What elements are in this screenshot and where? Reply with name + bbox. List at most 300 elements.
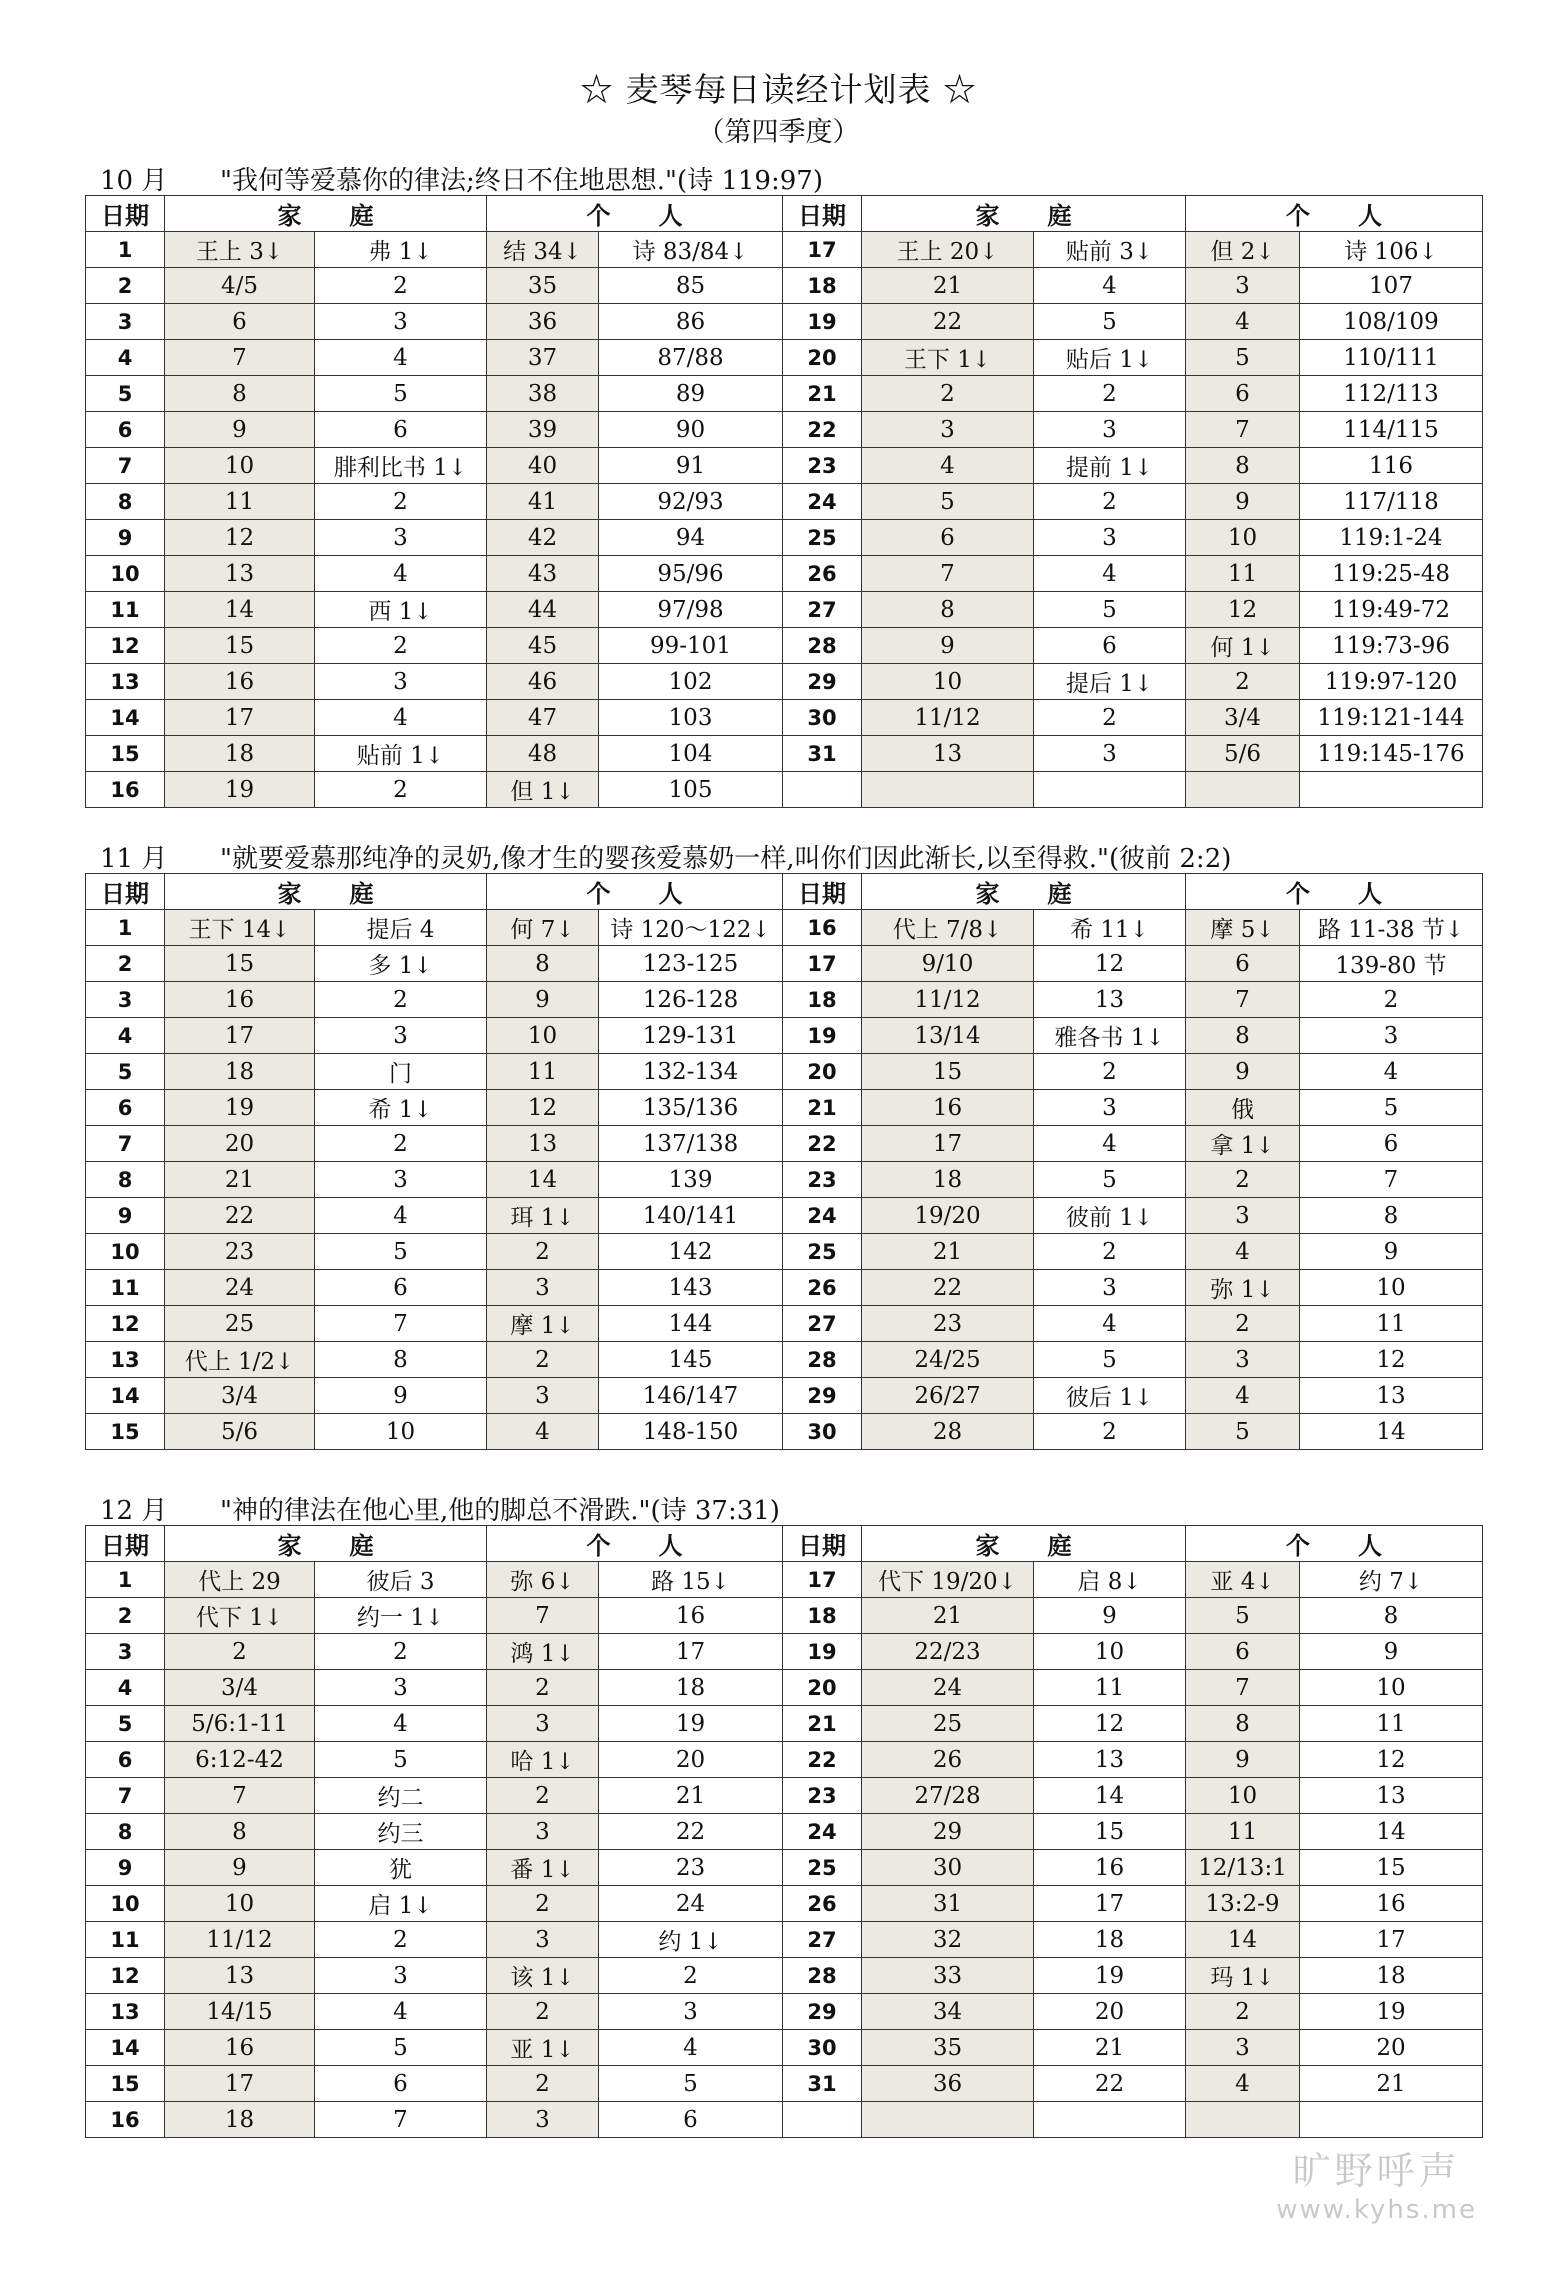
personal-reading-cell: 9 (1186, 1742, 1300, 1778)
day-cell: 12 (86, 628, 165, 664)
family-reading-cell: 15 (862, 1054, 1034, 1090)
family-reading-cell: 21 (1034, 2030, 1186, 2066)
personal-reading-cell: 8 (1186, 448, 1300, 484)
table-row (86, 1270, 1483, 1306)
family-reading-cell: 王下 1↓ (862, 340, 1034, 376)
table-row (86, 1234, 1483, 1270)
family-reading-cell: 20 (1034, 1994, 1186, 2030)
family-reading-cell: 10 (862, 664, 1034, 700)
family-reading-cell (862, 772, 1034, 808)
family-reading-cell: 20 (165, 1126, 315, 1162)
day-cell: 22 (783, 412, 862, 448)
family-reading-cell: 2 (1034, 376, 1186, 412)
personal-reading-cell: 珥 1↓ (487, 1198, 599, 1234)
watermark-name: 旷野呼声 (1292, 2149, 1461, 2193)
personal-reading-cell: 2 (1300, 982, 1483, 1018)
family-reading-cell: 33 (862, 1958, 1034, 1994)
family-reading-cell: 启 8↓ (1034, 1562, 1186, 1598)
family-reading-cell: 18 (862, 1162, 1034, 1198)
family-reading-cell: 28 (862, 1414, 1034, 1450)
day-cell: 15 (86, 2066, 165, 2102)
family-reading-cell: 5 (1034, 1342, 1186, 1378)
day-cell: 16 (86, 772, 165, 808)
day-cell: 8 (86, 1814, 165, 1850)
family-reading-cell: 4 (315, 556, 487, 592)
day-cell: 2 (86, 268, 165, 304)
personal-reading-cell: 7 (1300, 1162, 1483, 1198)
personal-reading-cell: 5/6 (1186, 736, 1300, 772)
day-cell: 4 (86, 340, 165, 376)
family-reading-cell: 5/6:1-11 (165, 1706, 315, 1742)
personal-reading-cell: 该 1↓ (487, 1958, 599, 1994)
day-cell: 2 (86, 1598, 165, 1634)
family-reading-cell: 5 (1034, 1162, 1186, 1198)
day-cell: 17 (783, 1562, 862, 1598)
personal-reading-cell: 11 (1186, 556, 1300, 592)
site-watermark (1276, 2140, 1477, 2225)
personal-reading-cell: 116 (1300, 448, 1483, 484)
day-cell: 29 (783, 1378, 862, 1414)
family-reading-cell: 6 (165, 304, 315, 340)
personal-reading-cell: 结 34↓ (487, 232, 599, 268)
family-reading-cell: 3 (315, 1958, 487, 1994)
table-row (86, 2030, 1483, 2066)
personal-reading-cell: 弥 1↓ (1186, 1270, 1300, 1306)
personal-reading-cell: 3 (487, 1814, 599, 1850)
day-cell (783, 772, 862, 808)
personal-reading-cell: 3 (1186, 1198, 1300, 1234)
day-cell: 13 (86, 1994, 165, 2030)
day-cell: 27 (783, 1922, 862, 1958)
day-cell: 5 (86, 1706, 165, 1742)
month-label: 10 月 (100, 166, 168, 196)
family-reading-cell: 9 (315, 1378, 487, 1414)
personal-header: 个 人 (1186, 874, 1483, 910)
personal-reading-cell: 俄 (1186, 1090, 1300, 1126)
family-reading-cell: 9 (165, 1850, 315, 1886)
family-reading-cell: 8 (862, 592, 1034, 628)
day-cell: 23 (783, 1162, 862, 1198)
family-reading-cell: 希 1↓ (315, 1090, 487, 1126)
personal-reading-cell: 7 (1186, 1670, 1300, 1706)
family-reading-cell: 5 (315, 376, 487, 412)
day-cell: 12 (86, 1306, 165, 1342)
personal-reading-cell: 135/136 (599, 1090, 783, 1126)
personal-reading-cell: 44 (487, 592, 599, 628)
family-reading-cell: 10 (165, 448, 315, 484)
personal-reading-cell: 何 1↓ (1186, 628, 1300, 664)
day-cell: 10 (86, 1234, 165, 1270)
table-row (86, 772, 1483, 808)
day-cell: 3 (86, 982, 165, 1018)
day-cell: 10 (86, 1886, 165, 1922)
personal-reading-cell: 约 7↓ (1300, 1562, 1483, 1598)
family-reading-cell: 5 (862, 484, 1034, 520)
personal-reading-cell (1300, 2102, 1483, 2138)
table-row (86, 946, 1483, 982)
personal-reading-cell: 139-80 节 (1300, 946, 1483, 982)
month-heading (100, 1490, 780, 1527)
family-reading-cell: 2 (315, 982, 487, 1018)
personal-reading-cell: 11 (1300, 1706, 1483, 1742)
personal-reading-cell: 42 (487, 520, 599, 556)
personal-reading-cell: 10 (1300, 1670, 1483, 1706)
family-reading-cell: 约三 (315, 1814, 487, 1850)
day-cell: 30 (783, 2030, 862, 2066)
family-reading-cell: 3 (862, 412, 1034, 448)
family-reading-cell: 6 (315, 1270, 487, 1306)
family-reading-cell: 弗 1↓ (315, 232, 487, 268)
family-reading-cell: 31 (862, 1886, 1034, 1922)
personal-reading-cell: 9 (1186, 484, 1300, 520)
family-reading-cell: 2 (315, 268, 487, 304)
personal-reading-cell: 143 (599, 1270, 783, 1306)
personal-reading-cell: 摩 1↓ (487, 1306, 599, 1342)
personal-reading-cell: 94 (599, 520, 783, 556)
month-verse: "我何等爱慕你的律法;终日不住地思想."(诗 119:97) (220, 166, 823, 196)
family-reading-cell: 6 (1034, 628, 1186, 664)
personal-reading-cell: 41 (487, 484, 599, 520)
personal-reading-cell: 119:49-72 (1300, 592, 1483, 628)
personal-reading-cell: 39 (487, 412, 599, 448)
family-reading-cell: 26/27 (862, 1378, 1034, 1414)
family-reading-cell: 10 (165, 1886, 315, 1922)
personal-reading-cell: 约 1↓ (599, 1922, 783, 1958)
personal-reading-cell: 12 (1186, 592, 1300, 628)
personal-reading-cell: 3 (1186, 2030, 1300, 2066)
personal-reading-cell: 18 (1300, 1958, 1483, 1994)
month-verse: "神的律法在他心里,他的脚总不滑跌."(诗 37:31) (220, 1496, 780, 1526)
personal-reading-cell: 119:73-96 (1300, 628, 1483, 664)
day-cell: 31 (783, 736, 862, 772)
personal-reading-cell: 3 (487, 1270, 599, 1306)
day-cell: 13 (86, 1342, 165, 1378)
table-row (86, 1342, 1483, 1378)
family-reading-cell: 8 (165, 1814, 315, 1850)
personal-reading-cell: 11 (1300, 1306, 1483, 1342)
table-row (86, 2102, 1483, 2138)
family-reading-cell: 3 (1034, 1090, 1186, 1126)
personal-reading-cell: 8 (1300, 1598, 1483, 1634)
family-header: 家 庭 (862, 196, 1186, 232)
day-cell: 23 (783, 448, 862, 484)
personal-reading-cell: 19 (1300, 1994, 1483, 2030)
watermark-url: www.kyhs.me (1276, 2195, 1477, 2225)
table-row (86, 982, 1483, 1018)
personal-reading-cell: 5 (1300, 1090, 1483, 1126)
family-reading-cell: 腓利比书 1↓ (315, 448, 487, 484)
day-cell: 24 (783, 1198, 862, 1234)
family-reading-cell: 6 (862, 520, 1034, 556)
day-cell: 27 (783, 1306, 862, 1342)
day-cell: 21 (783, 1090, 862, 1126)
day-header: 日期 (783, 196, 862, 232)
personal-reading-cell: 2 (1186, 1306, 1300, 1342)
family-reading-cell: 25 (862, 1706, 1034, 1742)
family-reading-cell: 18 (1034, 1922, 1186, 1958)
day-cell: 22 (783, 1742, 862, 1778)
personal-reading-cell: 110/111 (1300, 340, 1483, 376)
family-reading-cell: 雅各书 1↓ (1034, 1018, 1186, 1054)
personal-reading-cell: 鸿 1↓ (487, 1634, 599, 1670)
personal-reading-cell: 5 (1186, 340, 1300, 376)
personal-reading-cell: 102 (599, 664, 783, 700)
month-verse: "就要爱慕那纯净的灵奶,像才生的婴孩爱慕奶一样,叫你们因此渐长,以至得救."(彼前 2:2) (220, 844, 1232, 874)
personal-reading-cell: 13 (1300, 1778, 1483, 1814)
day-cell: 15 (86, 1414, 165, 1450)
personal-reading-cell: 6 (1186, 946, 1300, 982)
table-row (86, 1598, 1483, 1634)
day-cell: 18 (783, 982, 862, 1018)
family-reading-cell: 14 (1034, 1778, 1186, 1814)
family-reading-cell: 21 (862, 1598, 1034, 1634)
family-reading-cell: 17 (165, 700, 315, 736)
family-reading-cell: 13/14 (862, 1018, 1034, 1054)
family-reading-cell (1034, 2102, 1186, 2138)
personal-reading-cell: 8 (1300, 1198, 1483, 1234)
personal-reading-cell: 2 (599, 1958, 783, 1994)
personal-reading-cell: 10 (1186, 1778, 1300, 1814)
day-cell: 14 (86, 1378, 165, 1414)
family-reading-cell: 4 (315, 1994, 487, 2030)
family-reading-cell: 34 (862, 1994, 1034, 2030)
personal-reading-cell: 何 7↓ (487, 910, 599, 946)
personal-reading-cell: 8 (487, 946, 599, 982)
personal-reading-cell: 2 (487, 1670, 599, 1706)
personal-reading-cell: 14 (1300, 1814, 1483, 1850)
personal-reading-cell: 12 (1300, 1342, 1483, 1378)
personal-reading-cell: 36 (487, 304, 599, 340)
personal-reading-cell: 46 (487, 664, 599, 700)
personal-reading-cell: 23 (599, 1850, 783, 1886)
family-reading-cell: 36 (862, 2066, 1034, 2102)
table-row (86, 484, 1483, 520)
personal-reading-cell: 40 (487, 448, 599, 484)
table-row (86, 1706, 1483, 1742)
personal-reading-cell: 6 (599, 2102, 783, 2138)
family-reading-cell: 13 (862, 736, 1034, 772)
personal-reading-cell: 20 (1300, 2030, 1483, 2066)
personal-reading-cell: 14 (1186, 1922, 1300, 1958)
family-reading-cell: 7 (165, 1778, 315, 1814)
table-header-row (86, 1526, 1483, 1562)
family-reading-cell: 启 1↓ (315, 1886, 487, 1922)
table-header-row (86, 196, 1483, 232)
personal-reading-cell (1300, 772, 1483, 808)
personal-reading-cell: 4 (1186, 2066, 1300, 2102)
personal-reading-cell: 2 (487, 1234, 599, 1270)
family-reading-cell: 3 (1034, 736, 1186, 772)
family-reading-cell: 3/4 (165, 1670, 315, 1706)
family-reading-cell: 26 (862, 1742, 1034, 1778)
day-cell: 30 (783, 700, 862, 736)
day-cell: 26 (783, 1886, 862, 1922)
personal-reading-cell: 4 (1186, 1234, 1300, 1270)
family-reading-cell: 代上 7/8↓ (862, 910, 1034, 946)
personal-reading-cell (1186, 772, 1300, 808)
personal-reading-cell: 95/96 (599, 556, 783, 592)
family-header: 家 庭 (165, 196, 487, 232)
personal-reading-cell: 拿 1↓ (1186, 1126, 1300, 1162)
personal-reading-cell: 6 (1300, 1126, 1483, 1162)
family-reading-cell: 2 (315, 628, 487, 664)
family-reading-cell: 犹 (315, 1850, 487, 1886)
day-cell: 1 (86, 910, 165, 946)
personal-reading-cell: 4 (599, 2030, 783, 2066)
personal-reading-cell: 12 (1300, 1742, 1483, 1778)
personal-reading-cell: 摩 5↓ (1186, 910, 1300, 946)
table-row (86, 736, 1483, 772)
table-row (86, 1306, 1483, 1342)
personal-reading-cell: 146/147 (599, 1378, 783, 1414)
personal-reading-cell: 4 (1300, 1054, 1483, 1090)
day-cell: 18 (783, 1598, 862, 1634)
family-reading-cell: 2 (315, 1634, 487, 1670)
family-reading-cell: 3 (315, 664, 487, 700)
day-cell: 3 (86, 1634, 165, 1670)
family-reading-cell: 2 (1034, 1414, 1186, 1450)
personal-reading-cell: 35 (487, 268, 599, 304)
personal-reading-cell: 92/93 (599, 484, 783, 520)
family-reading-cell: 代上 1/2↓ (165, 1342, 315, 1378)
personal-reading-cell: 105 (599, 772, 783, 808)
day-cell: 13 (86, 664, 165, 700)
personal-reading-cell: 104 (599, 736, 783, 772)
family-reading-cell: 25 (165, 1306, 315, 1342)
family-reading-cell: 22 (165, 1198, 315, 1234)
personal-reading-cell: 107 (1300, 268, 1483, 304)
table-row (86, 2066, 1483, 2102)
personal-reading-cell: 85 (599, 268, 783, 304)
personal-reading-cell: 3 (1300, 1018, 1483, 1054)
family-reading-cell: 4 (862, 448, 1034, 484)
personal-header: 个 人 (487, 196, 783, 232)
family-reading-cell: 23 (165, 1234, 315, 1270)
personal-reading-cell: 11 (1186, 1814, 1300, 1850)
day-cell: 2 (86, 946, 165, 982)
day-cell (783, 2102, 862, 2138)
family-reading-cell: 约二 (315, 1778, 487, 1814)
personal-reading-cell: 86 (599, 304, 783, 340)
day-cell: 25 (783, 1850, 862, 1886)
day-cell: 8 (86, 484, 165, 520)
day-cell: 26 (783, 556, 862, 592)
table-row (86, 412, 1483, 448)
table-row (86, 1126, 1483, 1162)
personal-header: 个 人 (1186, 1526, 1483, 1562)
personal-reading-cell: 6 (1186, 376, 1300, 412)
personal-reading-cell: 8 (1186, 1706, 1300, 1742)
personal-reading-cell: 139 (599, 1162, 783, 1198)
table-row (86, 1994, 1483, 2030)
family-reading-cell: 22 (862, 1270, 1034, 1306)
family-reading-cell: 2 (315, 484, 487, 520)
personal-reading-cell: 17 (599, 1634, 783, 1670)
family-reading-cell: 约一 1↓ (315, 1598, 487, 1634)
family-reading-cell: 5 (315, 1234, 487, 1270)
personal-reading-cell: 24 (599, 1886, 783, 1922)
personal-reading-cell: 48 (487, 736, 599, 772)
personal-reading-cell: 2 (487, 1886, 599, 1922)
day-cell: 28 (783, 1958, 862, 1994)
family-reading-cell: 8 (165, 376, 315, 412)
personal-reading-cell: 路 11-38 节↓ (1300, 910, 1483, 946)
personal-reading-cell: 117/118 (1300, 484, 1483, 520)
family-reading-cell: 彼前 1↓ (1034, 1198, 1186, 1234)
personal-reading-cell: 3 (1186, 268, 1300, 304)
personal-reading-cell: 19 (599, 1706, 783, 1742)
day-cell: 9 (86, 520, 165, 556)
reading-table-december (85, 1525, 1483, 2138)
personal-reading-cell: 哈 1↓ (487, 1742, 599, 1778)
family-reading-cell: 32 (862, 1922, 1034, 1958)
personal-reading-cell: 3 (487, 1378, 599, 1414)
personal-reading-cell: 4 (1186, 1378, 1300, 1414)
table-row (86, 910, 1483, 946)
table-row (86, 232, 1483, 268)
personal-reading-cell: 112/113 (1300, 376, 1483, 412)
personal-reading-cell: 5 (1186, 1414, 1300, 1450)
personal-reading-cell: 6 (1186, 1634, 1300, 1670)
personal-reading-cell: 119:121-144 (1300, 700, 1483, 736)
day-cell: 26 (783, 1270, 862, 1306)
page-subtitle: （第四季度） (697, 117, 860, 148)
family-header: 家 庭 (165, 1526, 487, 1562)
personal-reading-cell: 3/4 (1186, 700, 1300, 736)
family-reading-cell: 3 (1034, 520, 1186, 556)
reading-table-november (85, 873, 1483, 1450)
family-reading-cell: 2 (165, 1634, 315, 1670)
family-reading-cell: 4 (315, 1706, 487, 1742)
table-row (86, 1922, 1483, 1958)
day-cell: 8 (86, 1162, 165, 1198)
day-cell: 20 (783, 1670, 862, 1706)
family-reading-cell: 19 (165, 772, 315, 808)
day-cell: 11 (86, 1922, 165, 1958)
family-reading-cell: 5/6 (165, 1414, 315, 1450)
family-reading-cell: 13 (1034, 1742, 1186, 1778)
family-reading-cell: 4 (1034, 1306, 1186, 1342)
personal-reading-cell: 119:25-48 (1300, 556, 1483, 592)
table-row (86, 1198, 1483, 1234)
day-header: 日期 (783, 1526, 862, 1562)
day-cell: 14 (86, 700, 165, 736)
personal-reading-cell: 9 (1300, 1234, 1483, 1270)
personal-reading-cell: 8 (1186, 1018, 1300, 1054)
personal-reading-cell: 9 (487, 982, 599, 1018)
family-reading-cell: 4 (315, 340, 487, 376)
day-cell: 19 (783, 1018, 862, 1054)
family-reading-cell: 16 (165, 2030, 315, 2066)
personal-reading-cell: 89 (599, 376, 783, 412)
family-reading-cell: 11/12 (862, 982, 1034, 1018)
family-reading-cell: 15 (1034, 1814, 1186, 1850)
table-row (86, 1018, 1483, 1054)
family-reading-cell: 21 (862, 268, 1034, 304)
personal-reading-cell: 119:145-176 (1300, 736, 1483, 772)
family-reading-cell: 14 (165, 592, 315, 628)
table-row (86, 628, 1483, 664)
personal-reading-cell: 21 (599, 1778, 783, 1814)
day-cell: 16 (783, 910, 862, 946)
family-reading-cell: 11/12 (862, 700, 1034, 736)
day-cell: 15 (86, 736, 165, 772)
personal-reading-cell: 3 (487, 2102, 599, 2138)
family-reading-cell: 24 (862, 1670, 1034, 1706)
day-cell: 28 (783, 628, 862, 664)
personal-reading-cell: 148-150 (599, 1414, 783, 1450)
family-reading-cell: 17 (1034, 1886, 1186, 1922)
